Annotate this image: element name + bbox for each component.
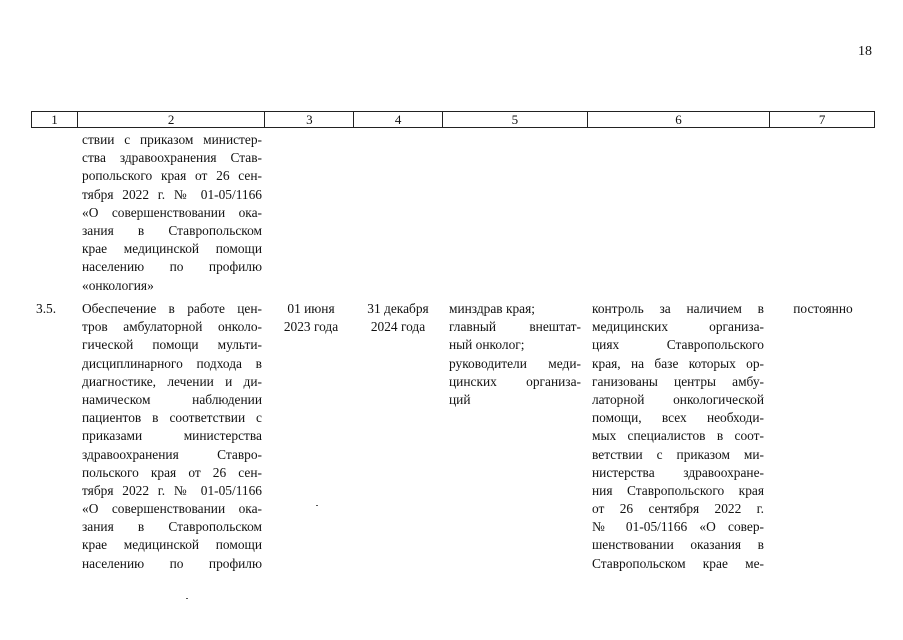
text-line: медицинских организа- xyxy=(592,319,764,335)
scan-speck xyxy=(316,505,318,506)
text-line: 2023 года xyxy=(283,319,339,335)
row-3-5-period: постоянно xyxy=(793,301,853,316)
text-line: зания в Ставропольском xyxy=(82,222,262,238)
text-line: «онкология» xyxy=(82,277,154,293)
text-line: помощи, всех необходи- xyxy=(592,410,764,426)
text-line: от 26 сентября 2022 г. xyxy=(592,501,764,517)
header-col-1: 1 xyxy=(32,112,78,127)
text-line: нистерства здравоохране- xyxy=(592,464,764,480)
text-line: пациентов в соответствии с xyxy=(82,410,262,426)
text-line: диагностике, лечении и ди- xyxy=(82,373,262,389)
text-line: контроль за наличием в xyxy=(592,301,764,316)
scan-speck xyxy=(186,598,188,599)
text-line: польского края от 26 сен- xyxy=(82,464,262,480)
text-line: зания в Ставропольском xyxy=(82,519,262,535)
page-number: 18 xyxy=(858,44,872,59)
header-col-2: 2 xyxy=(78,112,266,127)
text-line: ния Ставропольского края xyxy=(592,482,764,498)
text-line: ропольского края от 26 сен- xyxy=(82,168,262,184)
text-line: 31 декабря xyxy=(367,301,429,316)
text-line: края, на базе которых ор- xyxy=(592,355,764,371)
text-line: крае медицинской помощи xyxy=(82,537,262,553)
text-line: шенствовании оказания в xyxy=(592,537,764,553)
text-line: циях Ставропольского xyxy=(592,337,764,353)
text-line: дисциплинарного подхода в xyxy=(82,355,262,371)
row-3-5-start-date xyxy=(276,300,346,336)
text-line: Обеспечение в работе цен- xyxy=(82,301,262,316)
text-line: минздрав края; xyxy=(449,301,535,316)
table-header-row xyxy=(31,111,875,128)
text-line: тров амбулаторной онколо- xyxy=(82,319,262,335)
header-col-7: 7 xyxy=(818,112,826,127)
text-line: тября 2022 г. № 01-05/1166 xyxy=(82,186,262,202)
text-line: «О совершенствовании ока- xyxy=(82,501,262,517)
text-line: намическом наблюдении xyxy=(82,391,262,407)
text-line: тября 2022 г. № 01-05/1166 xyxy=(82,482,262,498)
text-line: руководители меди- xyxy=(449,355,581,371)
text-line: главный внештат- xyxy=(449,319,581,335)
header-col-5: 5 xyxy=(443,112,588,127)
text-line: населению по профилю xyxy=(82,259,262,275)
row-3-5-result xyxy=(592,300,764,573)
text-line: 01 июня xyxy=(287,301,335,316)
text-line: здравоохранения Ставро- xyxy=(82,446,262,462)
text-line: ветствии с приказом ми- xyxy=(592,446,764,462)
text-line: гической помощи мульти- xyxy=(82,337,262,353)
row-number: 3.5. xyxy=(36,301,57,316)
text-line: ства здравоохранения Став- xyxy=(82,150,262,166)
row-3-5-responsible xyxy=(449,300,581,409)
text-line: населению по профилю xyxy=(82,555,262,571)
text-line: ный онколог; xyxy=(449,337,525,353)
text-line: цинских организа- xyxy=(449,373,581,389)
text-line: латорной онкологической xyxy=(592,391,764,407)
text-line: приказами министерства xyxy=(82,428,262,444)
text-line: ганизованы центры амбу- xyxy=(592,373,764,389)
text-line: Ставропольском крае ме- xyxy=(592,555,764,571)
header-col-3: 3 xyxy=(265,112,354,127)
text-line: ствии с приказом министер- xyxy=(82,132,262,147)
text-line: «О совершенствовании ока- xyxy=(82,204,262,220)
continued-row-text xyxy=(82,131,262,295)
header-col-6: 6 xyxy=(588,112,771,127)
row-3-5-activity xyxy=(82,300,262,573)
text-line: 2024 года xyxy=(370,319,426,335)
text-line: крае медицинской помощи xyxy=(82,241,262,257)
text-line: № 01-05/1166 «О совер- xyxy=(592,519,764,535)
text-line: ций xyxy=(449,391,471,407)
row-3-5-end-date xyxy=(362,300,434,336)
text-line: мых специалистов в соот- xyxy=(592,428,764,444)
header-col-4: 4 xyxy=(354,112,443,127)
